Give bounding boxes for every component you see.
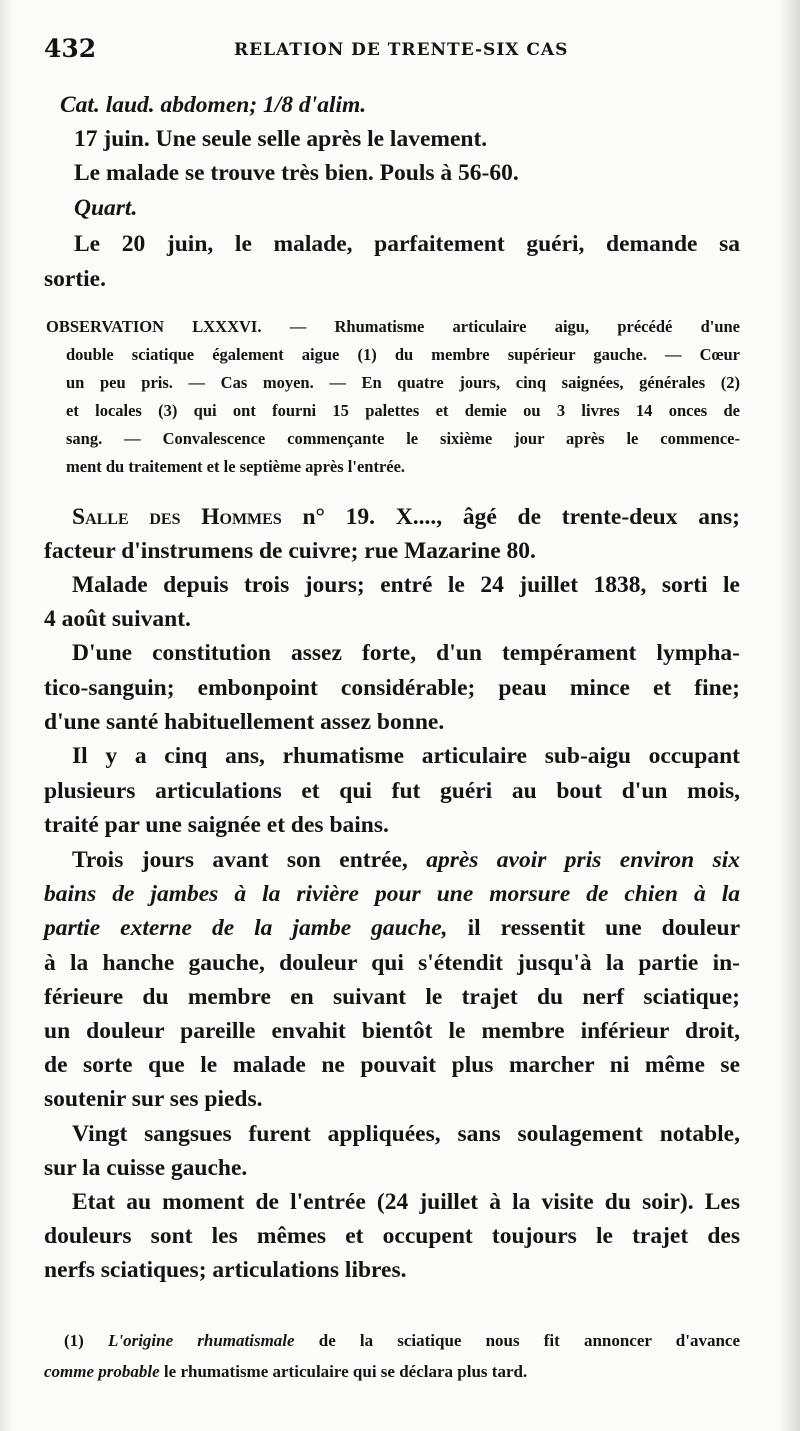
text-line: 4 août suivant. xyxy=(44,606,191,632)
text-line: 17 juin. Une seule selle après le lavement. xyxy=(74,126,488,152)
text-line: Cat. laud. abdomen; 1/8 d'alim. xyxy=(60,92,367,118)
text-line: férieure du membre en suivant le trajet du nerf sciatique; xyxy=(44,984,740,1010)
text-line: à la hanche gauche, douleur qui s'étendit jusqu'à la partie in- xyxy=(44,950,740,976)
text-line: Malade depuis trois jours; entré le 24 juillet 1838, sorti le xyxy=(72,572,740,598)
text-line: sortie. xyxy=(44,266,106,292)
text-line: Le 20 juin, le malade, parfaitement guéri, demande sa xyxy=(74,231,740,257)
text-line: plusieurs articulations et qui fut guéri au bout d'un mois, xyxy=(44,778,740,804)
italic-phrase: après avoir pris environ six xyxy=(426,847,741,873)
observation-line: ment du traitement et le septième après l'entrée. xyxy=(66,457,406,476)
ward-name: Salle des Hommes xyxy=(72,504,282,530)
page-number: 432 xyxy=(44,34,97,63)
text-line: partie externe de la jambe gauche, il ressentit une douleur xyxy=(44,915,740,941)
text-line: facteur d'instrumens de cuivre; rue Mazarine 80. xyxy=(44,538,536,564)
observation-line: OBSERVATION LXXXVI. — Rhumatisme articulaire aigu, précédé d'une xyxy=(46,317,741,336)
running-title: RELATION DE TRENTE-SIX CAS xyxy=(234,40,569,60)
text-line: Il y a cinq ans, rhumatisme articulaire sub-aigu occupant xyxy=(72,743,740,769)
text-line: tico-sanguin; embonpoint considérable; peau mince et fine; xyxy=(44,675,740,701)
text-line: Etat au moment de l'entrée (24 juillet à la visite du soir). Les xyxy=(72,1189,740,1215)
page-header xyxy=(44,34,744,68)
footnote-line: comme probable le rhumatisme articulaire qui se déclara plus tard. xyxy=(44,1362,528,1381)
text-line: bains de jambes à la rivière pour une morsure de chien à la xyxy=(44,881,740,907)
text-line: douleurs sont les mêmes et occupent toujours le trajet des xyxy=(44,1223,740,1249)
observation-line: sang. — Convalescence commençante le sixième jour après le commence- xyxy=(66,429,740,448)
text-line: sur la cuisse gauche. xyxy=(44,1155,248,1181)
footnote-line: (1) L'origine rhumatismale de la sciatique nous fit annoncer d'avance xyxy=(64,1331,741,1350)
italic-phrase: partie externe de la jambe gauche, xyxy=(44,915,448,941)
observation-line: et locales (3) qui ont fourni 15 palettes et demie ou 3 livres 14 onces de xyxy=(66,401,740,420)
text-line: un douleur pareille envahit bientôt le membre inférieur droit, xyxy=(44,1018,740,1044)
observation-line: double sciatique également aigue (1) du membre supérieur gauche. — Cœur xyxy=(66,345,740,364)
text-line: soutenir sur ses pieds. xyxy=(44,1086,263,1112)
text-line: de sorte que le malade ne pouvait plus marcher ni même se xyxy=(44,1052,740,1078)
page-left-shadow xyxy=(0,0,14,1431)
text-line: traité par une saignée et des bains. xyxy=(44,812,389,838)
text-line: Trois jours avant son entrée, après avoir pris environ six xyxy=(72,847,741,873)
text-line: d'une santé habituellement assez bonne. xyxy=(44,709,445,735)
text-line: D'une constitution assez forte, d'un tempérament lympha- xyxy=(72,640,740,666)
observation-heading: OBSERVATION LXXXVI. xyxy=(46,317,262,336)
page-right-shadow xyxy=(778,0,800,1431)
observation-line: un peu pris. — Cas moyen. — En quatre jours, cinq saignées, générales (2) xyxy=(66,373,740,392)
text-line: Vingt sangsues furent appliquées, sans soulagement notable, xyxy=(72,1121,740,1147)
text-line: Quart. xyxy=(74,195,138,221)
text-line: Salle des Hommes n° 19. X...., âgé de trente-deux ans; xyxy=(72,504,740,530)
text-line: Le malade se trouve très bien. Pouls à 56-60. xyxy=(74,160,519,186)
text-line: nerfs sciatiques; articulations libres. xyxy=(44,1257,407,1283)
footnote-mark: (1) xyxy=(64,1331,84,1350)
